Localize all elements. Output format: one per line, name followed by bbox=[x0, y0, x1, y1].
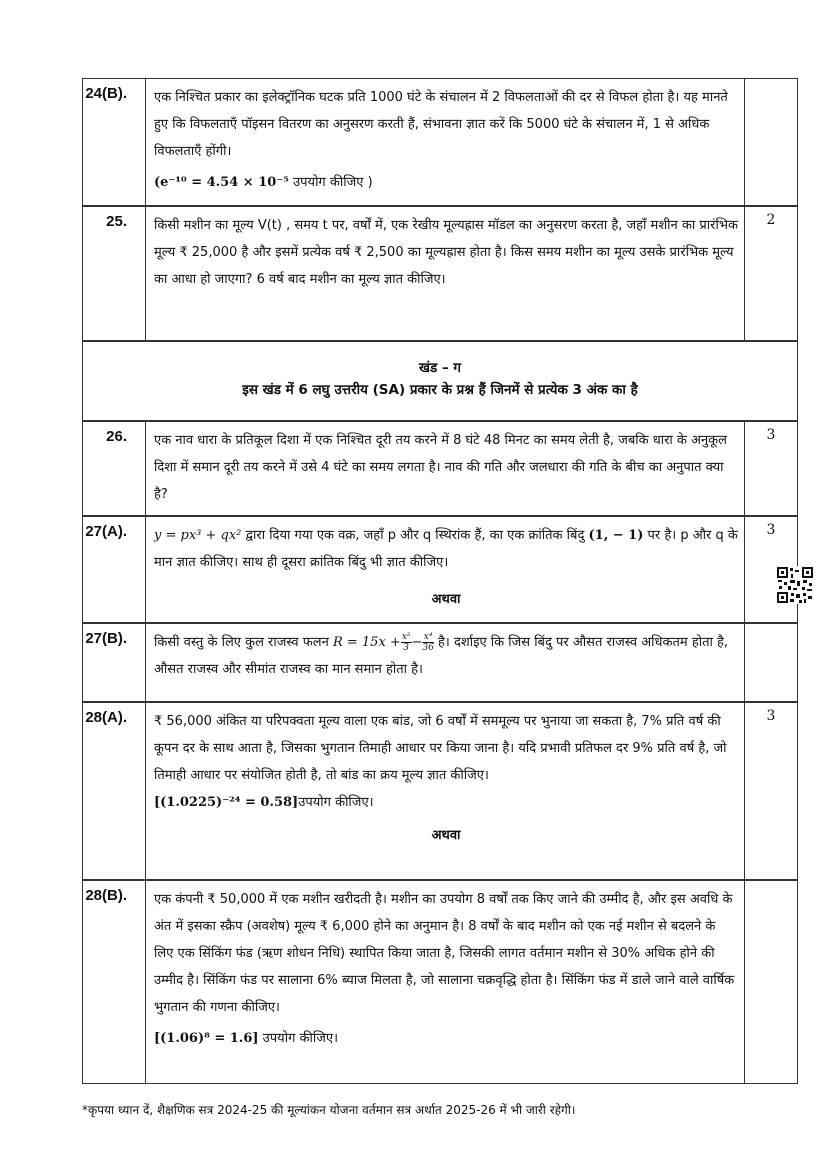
question-text-cell bbox=[145, 623, 745, 702]
hint-text: उपयोग कीजिए। bbox=[262, 1031, 339, 1046]
or-label: अथवा bbox=[431, 592, 461, 607]
question-text: एक नाव धारा के प्रतिकूल दिशा में एक निश्चित दूरी तय करने में 8 घंटे 48 मिनट का समय लेती है, जबकि धारा के अनुकूल दिशा में समान दूरी तय करने में उसे 4 घंटे का समय लगता है। नाव की गति और जलधारा की गति के बीच का अनुपात क्या है? bbox=[154, 433, 727, 502]
hint-text: उपयोग कीजिए। bbox=[298, 795, 374, 810]
section-title: खंड – ग bbox=[418, 360, 462, 376]
question-number: 25. bbox=[106, 213, 127, 230]
question-table bbox=[82, 78, 798, 1084]
question-text-cell bbox=[145, 206, 745, 341]
question-number-cell bbox=[82, 421, 145, 516]
question-number-cell bbox=[82, 78, 145, 206]
question-number: 28(B). bbox=[85, 887, 127, 904]
marks: 2 bbox=[766, 212, 776, 228]
question-text: ₹ 56,000 अंकित या परिपक्वता मूल्य वाला एक बांड, जो 6 वर्षों में सममूल्य पर भुनाया जा सकता है, 7% प्रति वर्ष की कूपन दर के साथ आता है, जिसका भुगतान तिमाही आधार पर किया जाना है। यदि प्रभावी प्रतिफल दर 9% प्रति वर्ष है, जो तिमाही आधार पर संयोजित होती है, तो बांड का क्रय मूल्य ज्ञात कीजिए। bbox=[154, 714, 727, 783]
question-number: 24(B). bbox=[85, 85, 127, 102]
section-subtitle: इस खंड में 6 लघु उत्तरीय (SA) प्रकार के प्रश्न हैं जिनमें से प्रत्येक 3 अंक का है bbox=[242, 382, 638, 398]
footer-note: *कृपया ध्यान दें, शैक्षणिक सत्र 2024-25 की मूल्यांकन योजना वर्तमान सत्र अर्थात 2025-26 में भी जारी रहेगी। bbox=[82, 1103, 576, 1117]
question-number: 27(A). bbox=[85, 523, 127, 540]
question-text: एक कंपनी ₹ 50,000 में एक मशीन खरीदती है। मशीन का उपयोग 8 वर्षों तक किए जाने की उम्मीद है, और इस अवधि के अंत में इसका स्क्रैप (अवशेष) मूल्य ₹ 6,000 होने का अनुमान है। 8 वर्षों के बाद मशीन को एक नई मशीन से बदलने के लिए एक सिंकिंग फंड (ऋण शोधन निधि) स्थापित किया जाता है, जिसकी लागत वर्तमान मशीन से 30% अधिक होने की उम्मीद है। सिंकिंग फंड पर सालाना 6% ब्याज मिलता है, जो सालाना चक्रवृद्धि होता है। सिंकिंग फंड में डाले जाने वाले वार्षिक भुगतान की गणना कीजिए। bbox=[154, 892, 735, 1015]
curve-equation: y = px³ + qx² bbox=[154, 528, 242, 543]
question-number: 27(B). bbox=[85, 630, 127, 647]
marks-cell bbox=[745, 78, 798, 206]
or-label: अथवा bbox=[431, 828, 461, 843]
question-row bbox=[82, 206, 798, 341]
fraction-x2-over-3: $\frac{\text{x²}}{3}$ bbox=[401, 632, 411, 653]
marks-cell bbox=[745, 206, 798, 341]
fraction-x4-over-36: $\frac{\text{x⁴}}{36}$ bbox=[422, 632, 434, 653]
question-row bbox=[82, 78, 798, 206]
marks: 3 bbox=[766, 708, 776, 724]
question-text-cell bbox=[145, 880, 745, 1084]
question-number-cell bbox=[82, 880, 145, 1084]
question-number: 28(A). bbox=[85, 709, 127, 726]
qr-code-icon bbox=[776, 566, 814, 604]
minus-sign: − bbox=[411, 635, 423, 650]
section-header bbox=[82, 341, 798, 421]
hint-equation: (e⁻¹⁰ = 4.54 × 10⁻⁵ bbox=[154, 175, 289, 190]
hint-equation: [(1.0225)⁻²⁴ = 0.58] bbox=[154, 795, 299, 810]
question-row bbox=[82, 516, 798, 623]
question-number-cell bbox=[82, 702, 145, 880]
question-number: 26. bbox=[106, 428, 127, 445]
marks-cell bbox=[745, 623, 798, 702]
critical-point: (1, − 1) bbox=[588, 528, 644, 543]
question-row bbox=[82, 702, 798, 880]
question-text: किसी मशीन का मूल्य V(t) , समय t पर, वर्षों में, एक रेखीय मूल्यह्रास मॉडल का अनुसरण करता है, जहाँ मशीन का प्रारंभिक मूल्य ₹ 25,000 है और इसमें प्रत्येक वर्ष ₹ 2,500 का मूल्यह्रास होता है। किस समय मशीन का मूल्य उसके प्रारंभिक मूल्य का आधा हो जाएगा? 6 वर्ष बाद मशीन का मूल्य ज्ञात कीजिए। bbox=[154, 218, 738, 287]
question-row bbox=[82, 421, 798, 516]
question-text-cell bbox=[145, 78, 745, 206]
question-text-cell bbox=[145, 702, 745, 880]
question-number-cell bbox=[82, 516, 145, 623]
hint-text: उपयोग कीजिए ) bbox=[293, 175, 373, 190]
marks: 3 bbox=[766, 427, 776, 443]
hint-equation: [(1.06)⁸ = 1.6] bbox=[154, 1031, 259, 1046]
revenue-equation: R = 15x + bbox=[332, 635, 401, 650]
question-text-cell bbox=[145, 516, 745, 623]
question-text: द्वारा दिया गया एक वक्र, जहाँ p और q स्थिरांक हैं, का एक क्रांतिक बिंदु bbox=[245, 528, 585, 543]
question-text-continued: पर है। p और q के मान ज्ञात कीजिए। साथ ही दूसरा क्रांतिक बिंदु भी ज्ञात कीजिए। bbox=[154, 528, 738, 570]
question-text-continued: है। दर्शाइए कि जिस बिंदु पर औसत राजस्व अधिकतम होता है, औसत राजस्व और सीमांत राजस्व का मान समान होता है। bbox=[154, 635, 729, 677]
marks-cell bbox=[745, 702, 798, 880]
question-text-cell bbox=[145, 421, 745, 516]
marks-cell bbox=[745, 421, 798, 516]
marks: 3 bbox=[766, 522, 776, 538]
question-number-cell bbox=[82, 206, 145, 341]
question-text: किसी वस्तु के लिए कुल राजस्व फलन bbox=[154, 635, 329, 650]
question-text: एक निश्चित प्रकार का इलेक्ट्रॉनिक घटक प्रति 1000 घंटे के संचालन में 2 विफलताओं की दर से विफल होता है। यह मानते हुए कि विफलताएँ पॉइसन वितरण का अनुसरण करती हैं, संभावना ज्ञात करें कि 5000 घंटे के संचालन में, 1 से अधिक विफलताएँ होंगी। bbox=[154, 90, 728, 159]
question-row bbox=[82, 880, 798, 1084]
question-number-cell bbox=[82, 623, 145, 702]
question-row bbox=[82, 623, 798, 702]
marks-cell bbox=[745, 880, 798, 1084]
